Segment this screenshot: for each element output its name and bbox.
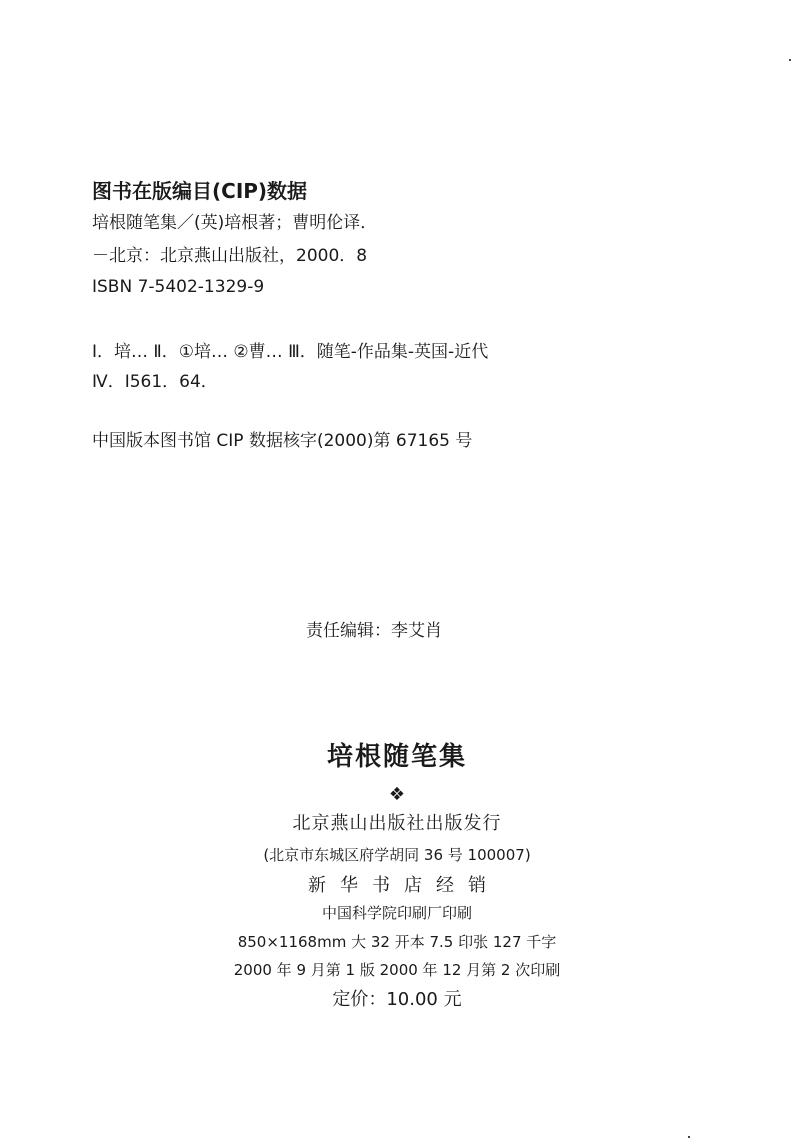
cip-heading: 图书在版编目(CIP)数据	[92, 179, 308, 203]
edition-line: 2000 年 9 月第 1 版 2000 年 12 月第 2 次印刷	[233, 961, 561, 979]
printer-line: 中国科学院印刷厂印刷	[321, 904, 472, 922]
cip-classification: Ⅳ．I561．64．	[92, 372, 218, 392]
book-title: 培根随笔集	[326, 742, 467, 772]
scan-speck	[688, 1136, 690, 1138]
format-line: 850×1168mm 大 32 开本 7.5 印张 127 千字	[237, 933, 557, 951]
scan-speck	[789, 59, 791, 61]
cip-subject-headings: Ⅰ．培… Ⅱ．①培… ②曹… Ⅲ．随笔-作品集-英国-近代	[92, 342, 489, 362]
responsible-editor: 责任编辑：李艾肖	[306, 621, 442, 641]
cip-isbn: ISBN 7-5402-1329-9	[92, 277, 265, 297]
price-line: 定价：10.00 元	[332, 989, 462, 1010]
cip-publication-line: －北京：北京燕山出版社，2000．8	[92, 246, 368, 266]
distributor-line: 新华书店经销	[308, 875, 500, 896]
publisher-address: (北京市东城区府学胡同 36 号 100007)	[263, 846, 531, 864]
publisher-line: 北京燕山出版社出版发行	[292, 813, 502, 834]
cip-record-number: 中国版本图书馆 CIP 数据核字(2000)第 67165 号	[92, 431, 473, 451]
ornament-icon: ❖	[388, 784, 406, 805]
cip-title-author-line: 培根随笔集／(英)培根著；曹明伦译．	[92, 213, 378, 233]
